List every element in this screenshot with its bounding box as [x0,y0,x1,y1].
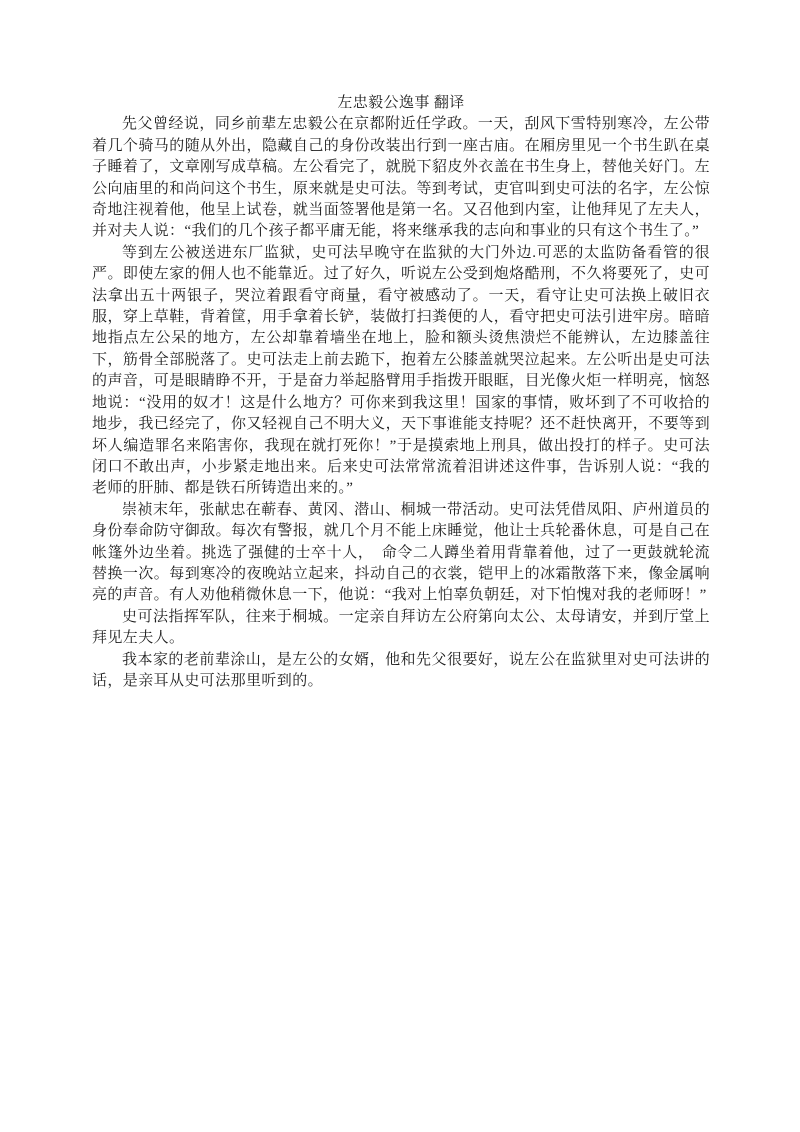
paragraph-1: 先父曾经说，同乡前辈左忠毅公在京都附近任学政。一天，刮风下雪特别寒冷，左公带着几个骑马的随从外出，隐藏自己的身份改装出行到一座古庙。在厢房里见一个书生趴在桌子睡着了，文章刚写成草稿。左公看完了，就脱下貂皮外衣盖在书生身上，替他关好门。左公向庙里的和尚问这个书生，原来就是史可法。等到考试，吏官叫到史可法的名字，左公惊奇地注视着他，他呈上试卷，就当面签署他是第一名。又召他到内室，让他拜见了左夫人，并对夫人说：“我们的几个孩子都平庸无能，将来继承我的志向和事业的只有这个书生了。” [92,116,710,240]
document-content [92,93,710,692]
document-title: 左忠毅公逸事 翻译 [337,95,465,111]
paragraph-3: 崇祯末年，张献忠在蕲春、黄冈、潜山、桐城一带活动。史可法凭借凤阳、庐州道员的身份奉命防守御敌。每次有警报，就几个月不能上床睡觉，他让士兵轮番休息，可是自己在帐篷外边坐着。挑选了强健的士卒十人， 命令二人蹲坐着用背靠着他，过了一更鼓就轮流替换一次。每到寒冷的夜晚站立起来，抖动自己的衣裳，铠甲上的冰霜散落下来，像金属响亮的声音。有人劝他稍微休息一下，他说：“我对上怕辜负朝廷，对下怕愧对我的老师呀！” [92,501,710,604]
paragraph-5: 我本家的老前辈涂山，是左公的女婿，他和先父很要好，说左公在监狱里对史可法讲的话，是亲耳从史可法那里听到的。 [92,651,710,689]
paragraph-2: 等到左公被送进东厂监狱，史可法早晚守在监狱的大门外边.可恶的太监防备看管的很严。即使左家的佣人也不能靠近。过了好久，听说左公受到炮烙酷刑，不久将要死了，史可法拿出五十两银子，哭泣着跟看守商量，看守被感动了。一天，看守让史可法换上破旧衣服，穿上草鞋，背着筐，用手拿着长铲，装做打扫粪便的人，看守把史可法引进牢房。暗暗地指点左公呆的地方，左公却靠着墙坐在地上，脸和额头烫焦溃烂不能辨认，左边膝盖往下，筋骨全部脱落了。史可法走上前去跪下，抱着左公膝盖就哭泣起来。左公听出是史可法的声音，可是眼睛睁不开，于是奋力举起胳臂用手指拨开眼眶，目光像火炬一样明亮，恼怒地说：“没用的奴才！这是什么地方？可你来到我这里！国家的事情，败坏到了不可收拾的地步，我已经完了，你又轻视自己不明大义，天下事谁能支持呢？还不赶快离开，不要等到坏人编造罪名来陷害你，我现在就打死你！”于是摸索地上刑具，做出投打的样子。史可法闭口不敢出声，小步紧走地出来。后来史可法常常流着泪讲述这件事，告诉别人说：“我的老师的肝肺、都是铁石所铸造出来的。” [92,244,710,497]
paragraph-4: 史可法指挥军队，往来于桐城。一定亲自拜访左公府第向太公、太母请安，并到厅堂上拜见左夫人。 [92,608,710,647]
